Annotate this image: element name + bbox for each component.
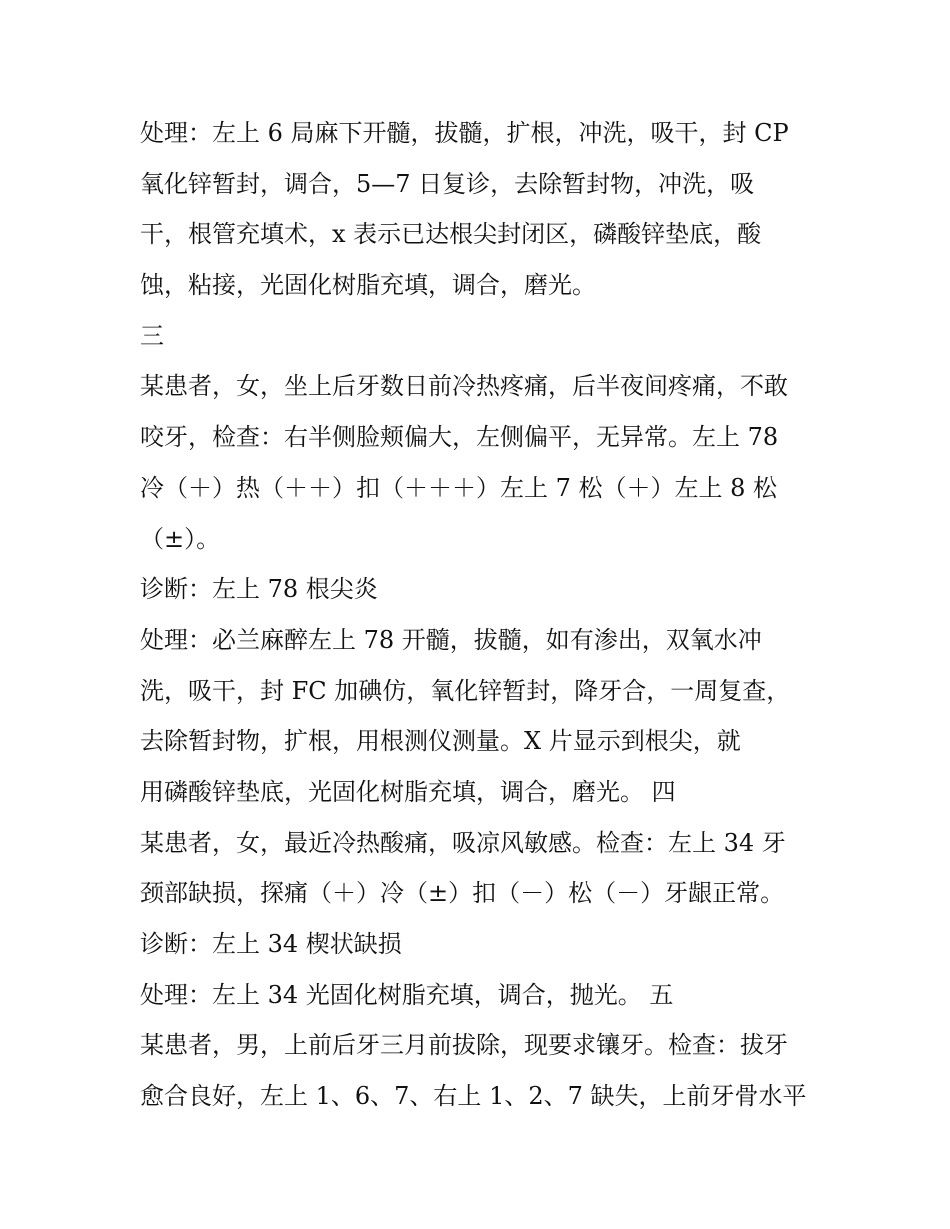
- text-line-13: 去除暂封物，扩根，用根测仪测量。X 片显示到根尖，就: [140, 727, 741, 756]
- text-line-3: 干，根管充填术，x 表示已达根尖封闭区，磷酸锌垫底，酸: [140, 220, 762, 249]
- diagnosis-line-1: 诊断：左上 78 根尖炎: [140, 575, 378, 604]
- text-line-4: 蚀，粘接，光固化树脂充填，调合，磨光。: [140, 271, 596, 300]
- text-line-18: 处理：左上 34 光固化树脂充填，调合，抛光。 五: [140, 980, 674, 1009]
- text-line-11: 处理：必兰麻醉左上 78 开髓，拔髓，如有渗出，双氧水冲: [140, 625, 762, 654]
- diagnosis-line-2: 诊断：左上 34 楔状缺损: [140, 930, 402, 958]
- text-line-2: 氧化锌暂封，调合，5—7 日复诊，去除暂封物，冲洗，吸: [140, 169, 755, 198]
- text-line-7: 咬牙，检查：右半侧脸颊偏大，左侧偏平，无异常。左上 78: [140, 423, 779, 452]
- text-line-9: （±）。: [140, 524, 221, 553]
- text-line-14: 用磷酸锌垫底，光固化树脂充填，调合，磨光。 四: [140, 777, 676, 806]
- text-line-6: 某患者，女，坐上后牙数日前冷热疼痛，后半夜间疼痛，不敢: [140, 372, 788, 401]
- text-line-12: 洗，吸干，封 FC 加碘仿，氧化锌暂封，降牙合，一周复查，: [140, 676, 791, 705]
- text-line-19: 某患者，男，上前后牙三月前拔除，现要求镶牙。检查：拔牙: [140, 1031, 788, 1060]
- text-line-15: 某患者，女，最近冷热酸痛，吸凉风敏感。检查：左上 34 牙: [140, 828, 786, 857]
- document-body: [140, 108, 830, 1122]
- text-line-20: 愈合良好，左上 1、6、7、右上 1、2、7 缺失，上前牙骨水平: [140, 1082, 807, 1111]
- text-line-16: 颈部缺损，探痛（＋）冷（±）扣（－）松（－）牙龈正常。: [140, 879, 785, 908]
- text-line-1: 处理：左上 6 局麻下开髓，拔髓，扩根，冲洗，吸干，封 CP: [140, 119, 789, 147]
- text-line-8: 冷（＋）热（＋＋）扣（＋＋＋）左上 7 松（＋）左上 8 松: [140, 473, 778, 502]
- section-heading-3: 三: [140, 321, 164, 350]
